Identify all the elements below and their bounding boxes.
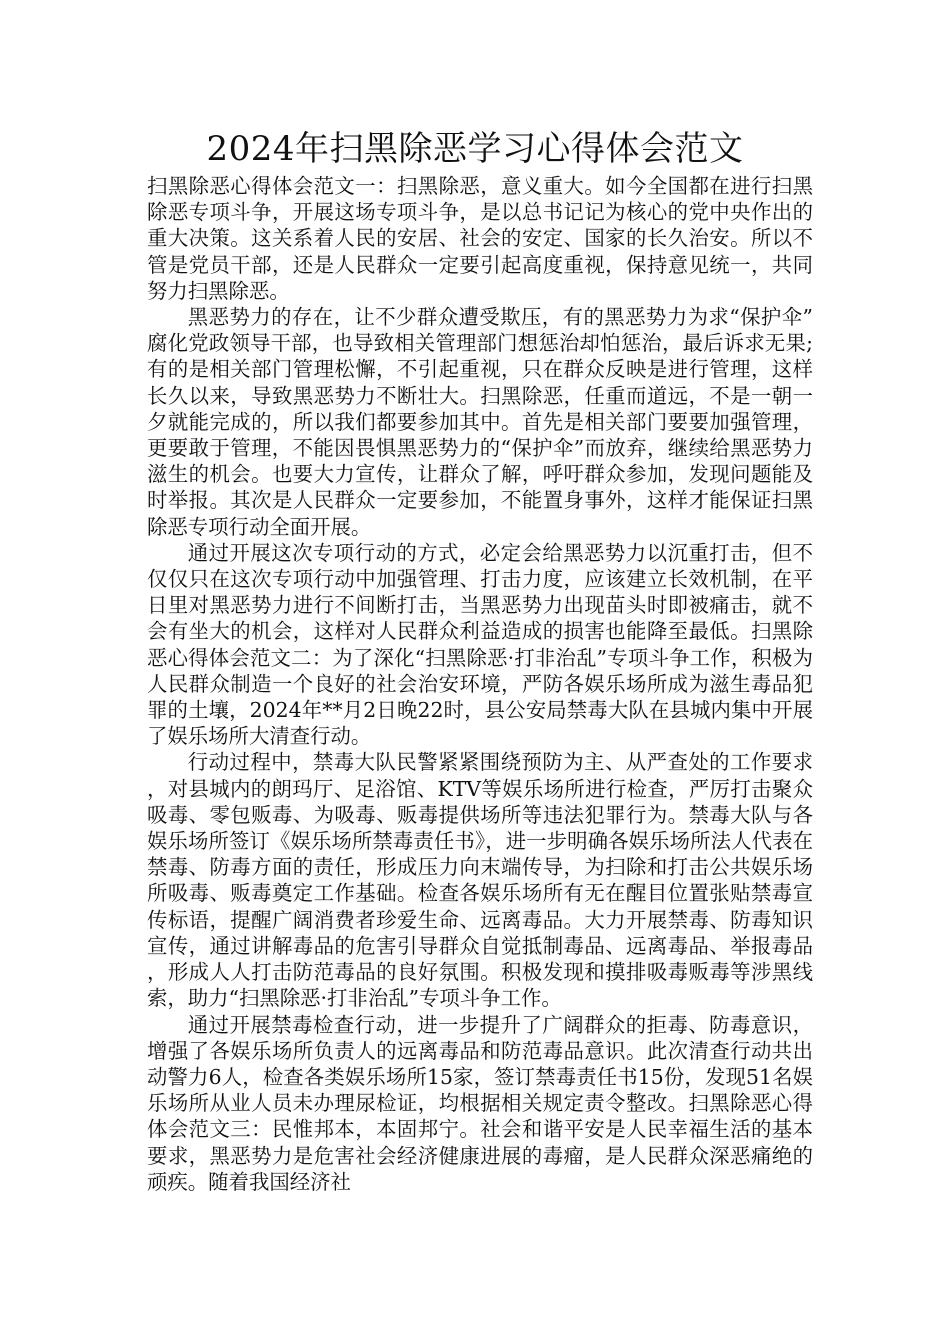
paragraph-1: 扫黑除恶心得体会范文一：扫黑除恶，意义重大。如今全国都在进行扫黑除恶专项斗争，开展这场专项斗争，是以总书记记为核心的党中央作出的重大决策。这关系着人民的安居、社会的安定、国家的长久治安。所以不管是党员干部，还是人民群众一定要引起高度重视，保持意见统一，共同努力扫黑除恶。 (147, 174, 813, 303)
document-body (147, 173, 813, 1195)
paragraph-2: 黑恶势力的存在，让不少群众遭受欺压，有的黑恶势力为求“保护伞”腐化党政领导干部，也导致相关管理部门想惩治却怕惩治，最后诉求无果;有的是相关部门管理松懈，不引起重视，只在群众反映是进行管理，这样长久以来，导致黑恶势力不断壮大。扫黑除恶，任重而道远，不是一朝一夕就能完成的，所以我们都要参加其中。首先是相关部门要要加强管理，更要敢于管理，不能因畏惧黑恶势力的“保护伞”而放弃，继续给黑恶势力滋生的机会。也要大力宣传，让群众了解，呼吁群众参加，发现问题能及时举报。其次是人民群众一定要参加，不能置身事外，这样才能保证扫黑除恶专项行动全面开展。 (147, 305, 813, 539)
document-title: 2024年扫黑除恶学习心得体会范文 (206, 129, 744, 169)
paragraph-4: 行动过程中，禁毒大队民警紧紧围绕预防为主、从严查处的工作要求，对县城内的朗玛厅、足浴馆、KTV等娱乐场所进行检查，严厉打击聚众吸毒、零包贩毒、为吸毒、贩毒提供场所等违法犯罪行为。禁毒大队与各娱乐场所签订《娱乐场所禁毒责任书》，进一步明确各娱乐场所法人代表在禁毒、防毒方面的责任，形成压力向末端传导，为扫除和打击公共娱乐场所吸毒、贩毒奠定工作基础。检查各娱乐场所有无在醒目位置张贴禁毒宣传标语，提醒广阔消费者珍爱生命、远离毒品。大力开展禁毒、防毒知识宣传，通过讲解毒品的危害引导群众自觉抵制毒品、远离毒品、举报毒品，形成人人打击防范毒品的良好氛围。积极发现和摸排吸毒贩毒等涉黑线索，助力“扫黑除恶·打非治乱”专项斗争工作。 (147, 750, 813, 1011)
paragraph-3: 通过开展这次专项行动的方式，必定会给黑恶势力以沉重打击，但不仅仅只在这次专项行动中加强管理、打击力度，应该建立长效机制，在平日里对黑恶势力进行不间断打击，当黑恶势力出现苗头时即被痛击，就不会有坐大的机会，这样对人民群众利益造成的损害也能降至最低。扫黑除恶心得体会范文二：为了深化“扫黑除恶·打非治乱”专项斗争工作，积极为人民群众制造一个良好的社会治安环境，严防各娱乐场所成为滋生毒品犯罪的土壤，2024年**月2日晚22时，县公安局禁毒大队在县城内集中开展了娱乐场所大清查行动。 (147, 540, 813, 749)
paragraph-5: 通过开展禁毒检查行动，进一步提升了广阔群众的拒毒、防毒意识，增强了各娱乐场所负责人的远离毒品和防范毒品意识。此次清查行动共出动警力6人，检查各类娱乐场所15家，签订禁毒责任书15份，发现51名娱乐场所从业人员未办理尿检证，均根据相关规定责令整改。扫黑除恶心得体会范文三：民惟邦本，本固邦宁。社会和谐平安是人民幸福生活的基本要求，黑恶势力是危害社会经济健康进展的毒瘤，是人民群众深恶痛绝的顽疾。随着我国经济社 (147, 1012, 813, 1194)
